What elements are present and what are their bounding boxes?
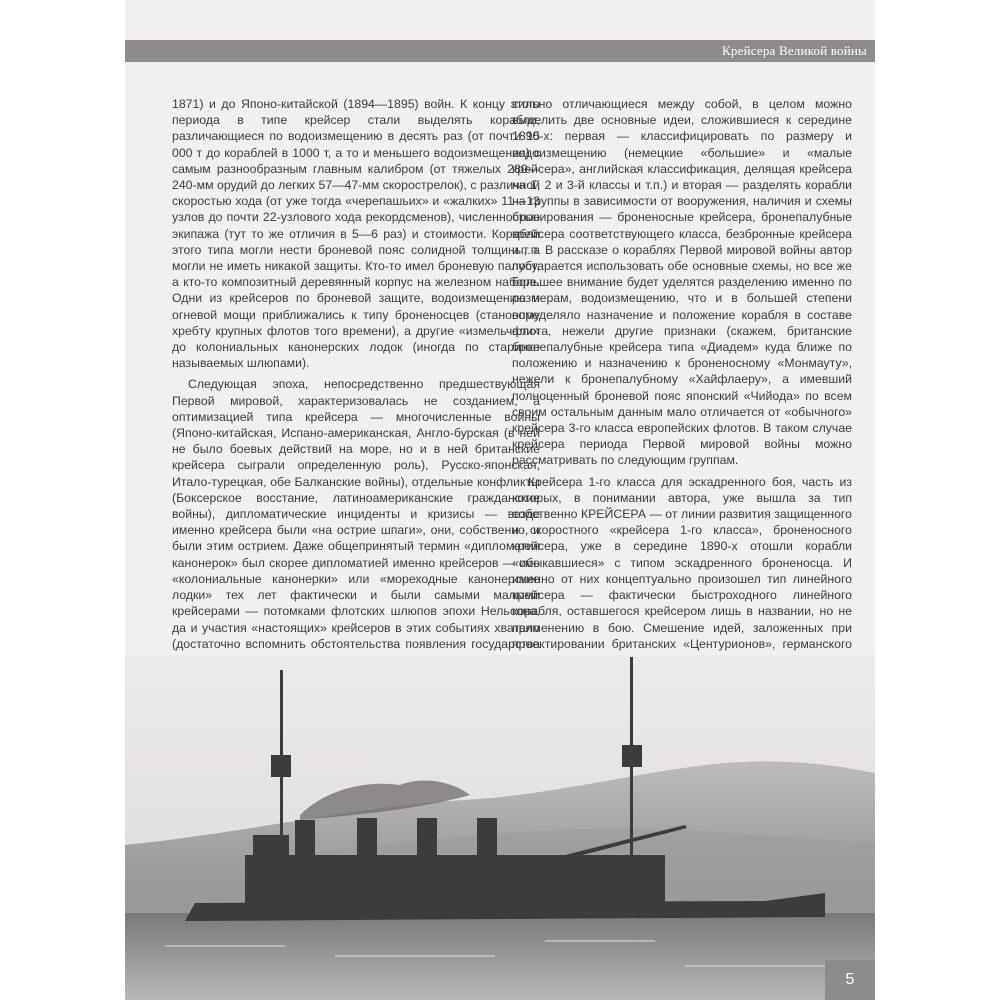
ship-funnel: [477, 818, 497, 870]
paragraph: Крейсера 1-го класса для эскадренного боя, часть из которых, в понимании автора, уже вышла за тип собственно КРЕЙСЕРА — от линии развития защищенного и скоростного «крейсера 1-го класса», броненосного крейсера, уже в середине 1890-х отошли корабли «смыкавшиеся» с типом эскадренного броненосца. И именно от них концептуально произошел тип линейного крейсера — фактически быстроходного линейного корабля, оставшегося крейсером лишь в названии, но не применению в бою. Смешение идей, заложенных при проектировании британских «Центурионов», германского: [512, 474, 852, 651]
ship-funnel: [357, 818, 377, 870]
paragraph: Следующая эпоха, непосредственно предшествующая Первой мировой, характеризовалась не созданием, а оптимизацией типа крейсера — многочисленные войны (Японо-китайская, Испано-американская, Англо-бурская (в ней не было боевых действий на море, но и в ней британские крейсера сыграли определенную роль), Русско-японская, Итало-турецкая, обе Балканские войны), отдельные конфликты (Боксерское восстание, латиноамериканские гражданские войны), дипломатические инциденты и кризисы — везде именно крейсера были «на острие шпаги», они, собственно, и были этим острием. Даже общепринятый термин «дипломатия канонерок» был скорее дипломатией именно крейсеров — ибо «колониальные канонерки» или «мореходные канонерские лодки» тех лет фактически и были самыми малыми крейсерами — потомками флотских шлюпов эпохи Нельсона, да и участия «настоящих» крейсеров в этих событиях хватало (достаточно вспомнить обстоятельства появления государства: [172, 377, 540, 651]
running-title: Крейсера Великой войны: [722, 43, 867, 58]
ship-photo: [125, 655, 875, 1000]
running-header: [125, 40, 875, 62]
ship-fighting-top: [271, 755, 291, 777]
water: [125, 913, 875, 1000]
ship-bridge: [253, 835, 289, 859]
ship-fighting-top: [622, 745, 642, 767]
right-text-column: [512, 96, 852, 733]
paragraph: 1871) и до Японо-китайской (1894—1895) войн. К концу этого периода в типе крейсер стали выделять корабли, различающиеся по водоизмещению в десять раз (от почти 15 000 т до кораблей в 1000 т, а то и меньшего водоизмещения) с самым разнообразным главным калибром (от тяжелых 280—240-мм орудий до легких 57—47-мм скорострелок), с различной скоростью хода (от уже тогда «черепашьих» и «жалких» 11—13 узлов до почти 22-узлового хода рекордсменов), численностью экипажа (тут то же отличия в 5—6 раз) и стоимости. Корабли этого типа могли нести броневой пояс солидной толщины, а могли не иметь никакой защиты. Кто-то имел броневую палубу, а кто-то композитный деревянный корпус на железном наборе. Одни из крейсеров по броневой защите, водоизмещению и огневой мощи приближались к типу броненосцев (становому хребту крупных флотов того времени), а другие «измельчали» до колониальных канонерских лодок (иногда по старинке называемых шлюпами).: [172, 97, 540, 371]
paragraph: сильно отличающиеся между собой, в целом можно выделить две основные идеи, сложившиеся к середине 1890-х: первая — классифицировать по размеру и водоизмещению (немецкие «большие» и «малые крейсера», английская классификация, делящая крейсера на 1, 2 и 3-й классы и т.п.) и вторая — разделять корабли на группы в зависимости от вооружения, наличия и схемы бронирования — броненосные крейсера, бронепалубные крейсера соответствующего класса, безбронные крейсера и т.п. В рассказе о кораблях Первой мировой войны автор постарается использовать обе основные схемы, но все же большее внимание будет уделятся разделению именно по размерам, водоизмещению, что и в большей степени определяло назначение и положение корабля в составе флота, нежели другие признаки (скажем, британские бронепалубные крейсера типа «Диадем» куда ближе по положению и назначению к броненосному «Монмауту», нежели к бронепалубному «Хайфлаеру», а имевший полноценный броневой пояс японский «Чийода» по всем своим остальным данным мало отличается от «обычного» крейсера 3-го класса европейских флотов. В таком случае крейсера периода Первой мировой войны можно рассматривать по следующим группам.: [512, 97, 852, 468]
ship-funnel: [417, 818, 437, 870]
book-page: [125, 0, 875, 1000]
page-number: 5: [825, 960, 875, 1000]
ship-funnel: [295, 820, 315, 870]
left-text-column: [172, 96, 540, 706]
